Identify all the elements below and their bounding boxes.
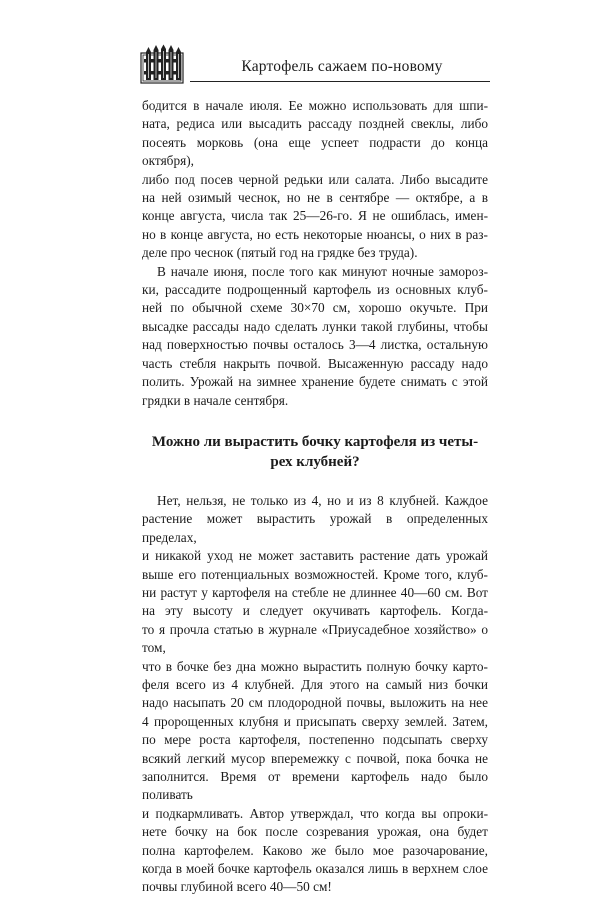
text-line: посеять морковь (она еще успеет подрасти до конца октября), bbox=[142, 134, 488, 169]
text-line: на эту высоту и следует окучивать картофель. Когда- bbox=[142, 603, 488, 619]
text-line: то я прочла статью в журнале «Приусадебное хозяйство» о том, bbox=[142, 621, 488, 656]
text-line: В начале июня, после того как минуют ночные замороз- bbox=[157, 263, 488, 279]
text-line: ки, рассадите подрощенный картофель из основных клуб- bbox=[142, 282, 488, 298]
heading-line: Можно ли вырастить бочку картофеля из четы- bbox=[151, 433, 479, 450]
text-line: либо под посев черной редьки или салата. Либо высадите bbox=[142, 171, 488, 187]
text-line: но в конце августа, но есть некоторые нюансы, о них в раз- bbox=[142, 226, 488, 242]
heading-line: рех клубней? bbox=[270, 453, 360, 470]
text-line: над поверхностью почвы осталось 3—4 листка, остальную bbox=[142, 337, 488, 353]
text-line: конце августа, числа так 25—26-го. Я не ошиблась, имен- bbox=[142, 208, 488, 224]
paragraph bbox=[142, 97, 488, 263]
text-line: высадке рассады надо сделать лунки такой глубины, чтобы bbox=[142, 318, 488, 334]
header-rule bbox=[190, 81, 490, 82]
text-line: когда в моей бочке картофель оказался лишь в верхнем слое bbox=[142, 861, 488, 877]
text-line: полна картофелем. Каково же было мое разочарование, bbox=[142, 842, 488, 858]
text-line: надо насыпать 20 см плодородной почвы, выложить на нее bbox=[142, 695, 488, 711]
text-line: и никакой уход не может заставить растение дать урожай bbox=[142, 548, 488, 564]
running-header-title: Картофель сажаем по-новому bbox=[241, 58, 443, 75]
text-line: что в бочке без дна можно вырастить полную бочку карто- bbox=[142, 658, 488, 674]
text-line: феля всего из 4 клубней. Для этого на самый низ бочки bbox=[142, 676, 488, 692]
text-line: ни растут у картофеля на стебле не длиннее 40—60 см. Вот bbox=[142, 584, 488, 600]
text-line: грядки в начале сентября. bbox=[142, 392, 289, 408]
section-heading bbox=[142, 432, 488, 472]
text-line: деле про чеснок (пятый год на грядке без труда). bbox=[142, 245, 418, 261]
text-line: на ней озимый чеснок, но не в сентябре — октябре, а в bbox=[142, 190, 488, 206]
text-line: ната, редиса или высадить рассаду поздней свеклы, либо bbox=[142, 116, 488, 132]
text-line: 4 пророщенных клубня и присыпать сверху землей. Затем, bbox=[142, 713, 488, 729]
text-line: Нет, нельзя, не только из 4, но и из 8 клубней. Каждое bbox=[157, 492, 488, 508]
text-line: и подкармливать. Автор утверждал, что когда вы опроки- bbox=[142, 805, 488, 821]
text-line: нете бочку на бок после созревания урожая, она будет bbox=[142, 824, 488, 840]
text-line: выше его потенциальных возможностей. Кроме того, клуб- bbox=[142, 566, 488, 582]
text-line: бодится в начале июля. Ее можно использовать для шпи- bbox=[142, 98, 488, 113]
page-body bbox=[142, 97, 488, 897]
text-line: ней по обычной схеме 30×70 см, хорошо окучьте. При bbox=[142, 300, 488, 316]
text-line: полить. Урожай на зимнее хранение будете снимать с этой bbox=[142, 374, 488, 390]
paragraph bbox=[142, 263, 488, 410]
paragraph bbox=[142, 492, 488, 897]
text-line: растение может вырастить урожай в определенных пределах, bbox=[142, 511, 488, 545]
text-line: всякий легкий мусор вперемежку с почвой, пока бочка не bbox=[142, 750, 488, 766]
running-header bbox=[140, 44, 490, 86]
picket-fence-logo-icon bbox=[140, 44, 184, 86]
text-line: заполнится. Время от времени картофель надо было поливать bbox=[142, 769, 488, 803]
text-line: по мере роста картофеля, постепенно подсыпать сверху bbox=[142, 732, 488, 748]
text-line: часть стебля накрыть почвой. Высаженную рассаду надо bbox=[142, 355, 488, 371]
text-line: почвы глубиной всего 40—50 см! bbox=[142, 879, 332, 895]
